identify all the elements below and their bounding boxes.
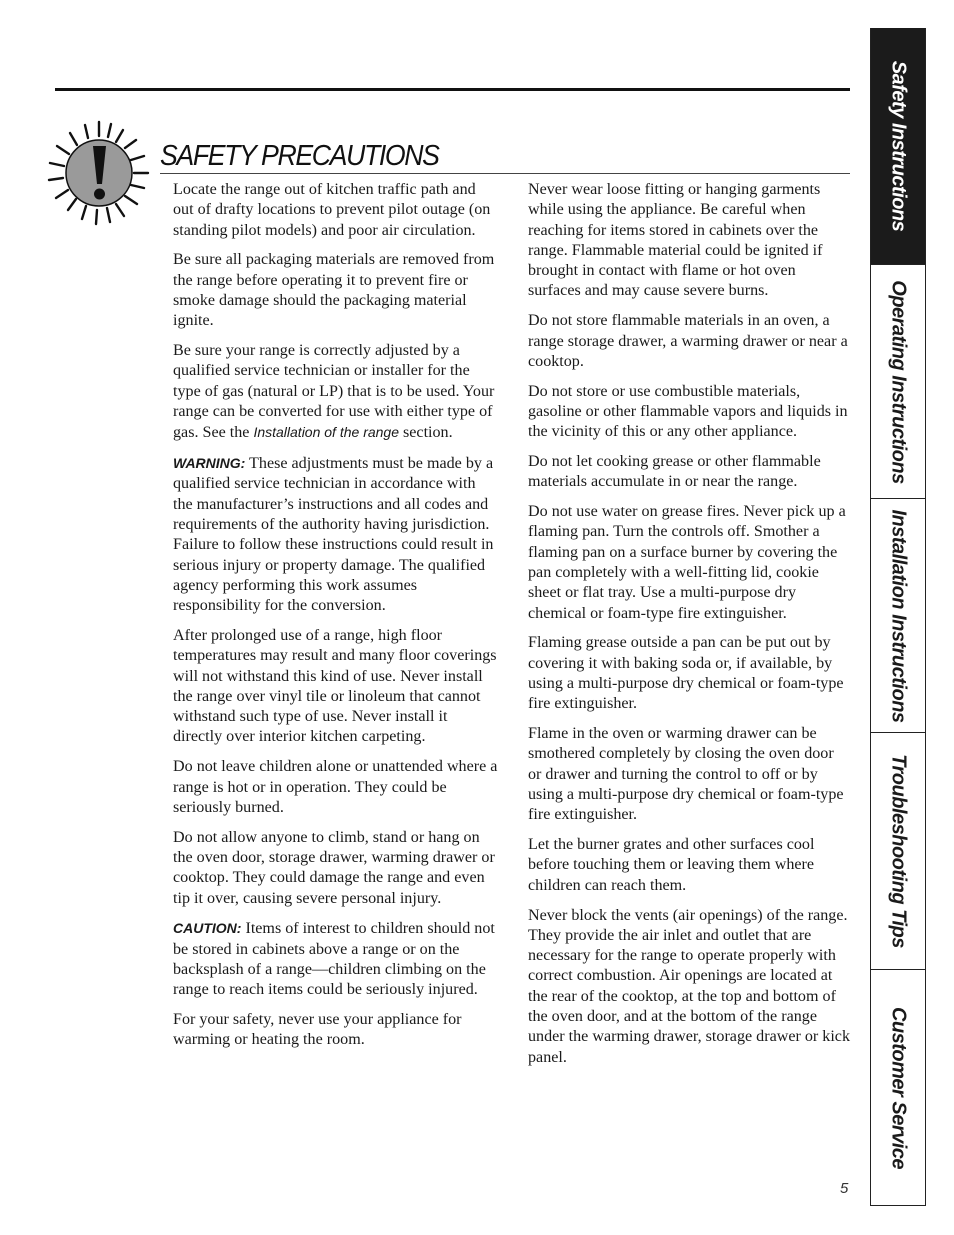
tab-label: Operating Instructions xyxy=(887,279,910,484)
paragraph: Be sure all packaging materials are removed from the range before operating it to prevent fire or smoke damage should the packaging material ignite. xyxy=(173,251,495,330)
top-rule xyxy=(55,88,850,91)
paragraph: Do not leave children alone or unattended where a range is hot or in operation. They could be seriously burned. xyxy=(173,758,498,816)
warning-label: WARNING: xyxy=(173,455,246,472)
page-number: 5 xyxy=(840,1180,849,1197)
side-nav-tabs xyxy=(870,28,926,1206)
right-column xyxy=(528,180,850,1077)
caution-label: CAUTION: xyxy=(173,920,242,937)
tab-safety-instructions[interactable] xyxy=(871,28,925,265)
paragraph: Do not use water on grease fires. Never pick up a flaming pan. Turn the controls off. Smother a flaming pan on a surface burner by covering the pan completely with a well-fitting lid, cookie sheet or flat tray. Use a multi-purpose dry chemical or foam-type fire extinguisher. xyxy=(528,503,846,622)
paragraph: Let the burner grates and other surfaces cool before touching them or leaving them where children can reach them. xyxy=(528,836,815,894)
paragraph: Locate the range out of kitchen traffic path and out of drafty locations to prevent pilot outage (on standing pilot models) and poor air circulation. xyxy=(173,181,491,239)
section-reference: Installation of the range xyxy=(253,424,399,441)
tab-label: Customer Service xyxy=(887,1006,910,1170)
paragraph-text: Be sure your range is correctly adjusted by a qualified service technician or installer for the type of gas (natural or LP) that is to be used. Your range can be converted for use with either type of gas. See the xyxy=(173,342,495,442)
paragraph: For your safety, never use your appliance for warming or heating the room. xyxy=(173,1010,462,1049)
paragraph: Flaming grease outside a pan can be put out by covering it with baking soda or, if available, by using a multi-purpose dry chemical or foam-type fire extinguisher. xyxy=(528,634,844,713)
tab-customer-service[interactable] xyxy=(871,970,925,1206)
tab-label: Installation Instructions xyxy=(887,508,910,723)
paragraph: Do not let cooking grease or other flammable materials accumulate in or near the range. xyxy=(528,453,821,491)
tab-operating-instructions[interactable] xyxy=(871,265,925,499)
paragraph: After prolonged use of a range, high floor temperatures may result and many floor coverings will not withstand this kind of use. Never install the range over vinyl tile or linoleum that cannot withstand such type of use. Never install it directly over interior kitchen carpeting. xyxy=(173,626,497,746)
paragraph: Do not store or use combustible materials, gasoline or other flammable vapors and liquids in the vicinity of this or any other appliance. xyxy=(528,382,848,441)
caution-paragraph xyxy=(173,918,498,1000)
paragraph-text: Items of interest to children should not be stored in cabinets above a range or on the backsplash of a range—children climbing on the range to reach items could be seriously injured. xyxy=(173,920,495,999)
tab-installation-instructions[interactable] xyxy=(871,499,925,733)
warning-paragraph xyxy=(173,453,498,616)
page-title: SAFETY PRECAUTIONS xyxy=(160,140,439,172)
tab-troubleshooting-tips[interactable] xyxy=(871,733,925,970)
warning-burst-icon xyxy=(44,118,154,228)
tab-label: Safety Instructions xyxy=(887,60,910,232)
paragraph-text: These adjustments must be made by a qualified service technician in accordance with the manufacturer’s instructions and all codes and requirements of the authority having jurisdiction. Failure to follow these instructions could result in serious injury or property damage. The qualified agency performing this work assumes responsibility for the conversion. xyxy=(173,455,494,615)
paragraph: Do not store flammable materials in an oven, a range storage drawer, a warming drawer or near a cooktop. xyxy=(528,312,848,370)
paragraph-text: section. xyxy=(399,424,453,442)
paragraph: Never wear loose fitting or hanging garments while using the appliance. Be careful when reaching for items stored in cabinets over the range. Flammable material could be ignited if brought in contact with flame or hot oven surfaces and may cause severe burns. xyxy=(528,181,823,300)
title-rule xyxy=(160,173,850,174)
paragraph: Never block the vents (air openings) of the range. They provide the air inlet and outlet that are necessary for the range to operate properly with correct combustion. Air openings are located at the rear of the cooktop, at the top and bottom of the oven door, and at the bottom of the range under the warming drawer, storage drawer or kick panel. xyxy=(528,906,850,1066)
paragraph: Do not allow anyone to climb, stand or hang on the oven door, storage drawer, warming drawer or cooktop. They could damage the range and even tip it over, causing severe personal injury. xyxy=(173,828,495,907)
paragraph: Flame in the oven or warming drawer can be smothered completely by closing the oven door or drawer and turning the control to off or by using a multi-purpose dry chemical or foam-type fire extinguisher. xyxy=(528,725,844,824)
paragraph xyxy=(173,341,498,443)
left-column xyxy=(173,180,498,1060)
tab-label: Troubleshooting Tips xyxy=(887,754,910,948)
